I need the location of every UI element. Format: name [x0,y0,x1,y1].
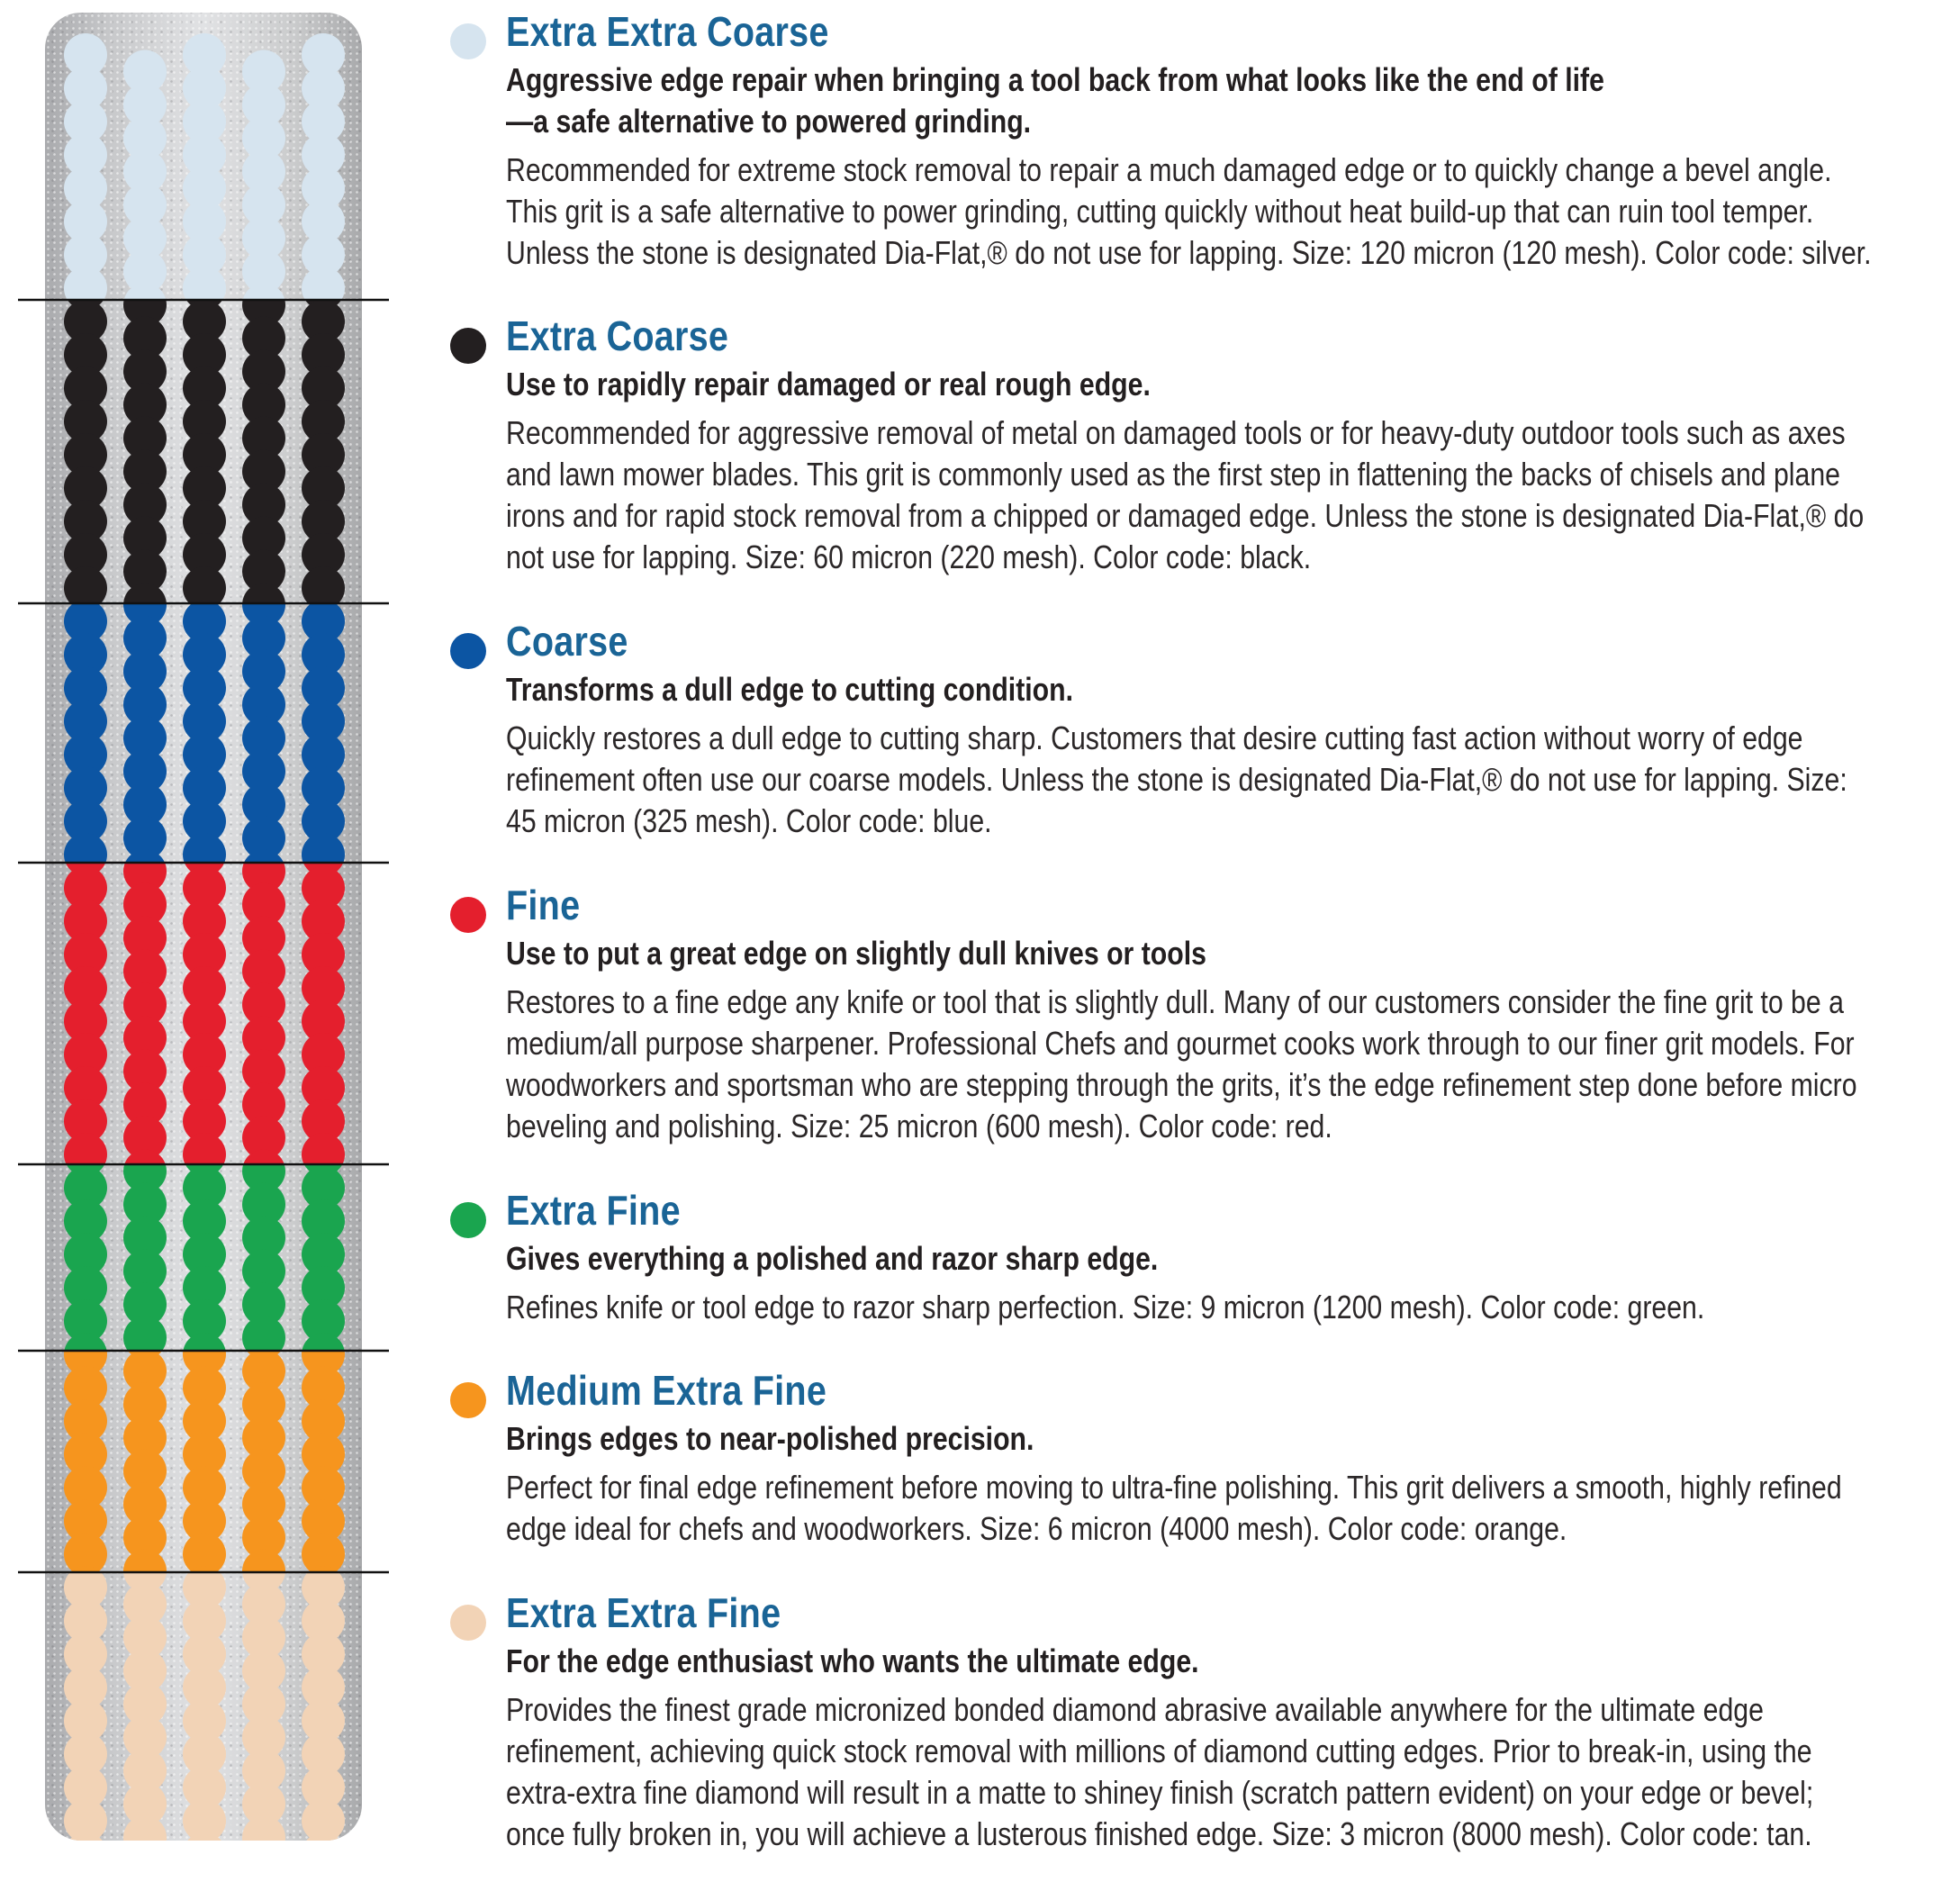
grit-tagline-line: Use to rapidly repair damaged or real rough edge. [506,366,1151,403]
grit-color-dot [450,1382,486,1418]
grit-description-line: extra-extra fine diamond will result in a matte to shiney finish (scratch pattern evident) on your edge or bevel; [506,1774,1814,1811]
grit-color-dot [450,23,486,59]
grit-description-line: not use for lapping. Size: 60 micron (220 mesh). Color code: black. [506,538,1312,575]
grit-tagline-line: Transforms a dull edge to cutting condition. [506,671,1074,708]
grit-description-line: refinement often use our coarse models. Unless the stone is designated Dia-Flat,® do not use for lapping. Size: [506,761,1847,798]
grit-color-dot [450,897,486,933]
grit-description [506,412,1864,578]
grit-tagline [506,933,1206,974]
grit-tagline-line: Brings edges to near-polished precision. [506,1420,1034,1457]
grit-description-line: irons and for rapid stock removal from a chipped or damaged edge. Unless the stone is designated Dia-Flat,® do [506,497,1865,534]
grit-tagline [506,364,1151,405]
grit-description-line: Refines knife or tool edge to razor sharp perfection. Size: 9 micron (1200 mesh). Color code: green. [506,1289,1705,1326]
grit-description [506,982,1857,1147]
grit-name: Extra Coarse [506,312,729,359]
grit-description-line: once fully broken in, you will achieve a lusterous finished edge. Size: 3 micron (8000 mesh). Color code: tan. [506,1815,1812,1852]
grit-name: Extra Extra Coarse [506,8,829,55]
grit-description-line: Unless the stone is designated Dia-Flat,® do not use for lapping. Size: 120 micron (120 mesh). Color code: silver. [506,234,1872,271]
grit-description [506,1287,1704,1328]
grit-tagline [506,669,1073,710]
grit-color-dot [450,633,486,669]
grit-description [506,149,1872,274]
grit-tagline [506,1418,1034,1460]
grit-description-line: Quickly restores a dull edge to cutting sharp. Customers that desire cutting fast action without worry of edge [506,719,1803,756]
grit-description-line: medium/all purpose sharpener. Professional Chefs and gourmet cooks work through to our finer grit models. For [506,1025,1855,1062]
grit-description-line: Perfect for final edge refinement before moving to ultra-fine polishing. This grit delivers a smooth, highly refined [506,1469,1842,1506]
grit-description-line: 45 micron (325 mesh). Color code: blue. [506,802,992,839]
grit-description [506,718,1847,842]
grit-tagline [506,59,1604,142]
grit-tagline-line: Gives everything a polished and razor sharp edge. [506,1240,1159,1277]
grit-name: Medium Extra Fine [506,1367,827,1414]
grit-tagline [506,1238,1158,1280]
grit-color-dot [450,1605,486,1641]
grit-tagline-line: Aggressive edge repair when bringing a tool back from what looks like the end of life [506,61,1604,98]
grit-description [506,1689,1813,1855]
grit-tagline-line: For the edge enthusiast who wants the ultimate edge. [506,1642,1199,1679]
grit-description-line: refinement, achieving quick stock removal with millions of diamond cutting edges. Prior to break-in, using the [506,1733,1812,1769]
grit-description-line: and lawn mower blades. This grit is commonly used as the first step in flattening the backs of chisels and plane [506,456,1840,493]
grit-name: Fine [506,882,581,928]
grit-description [506,1467,1842,1550]
grit-tagline-line: —a safe alternative to powered grinding. [506,103,1032,140]
grit-color-dot [450,1202,486,1238]
grit-name: Coarse [506,618,628,665]
grit-description-line: Provides the finest grade micronized bonded diamond abrasive available anywhere for the ultimate edge [506,1691,1764,1728]
grit-description-line: woodworkers and sportsman who are stepping through the grits, it’s the edge refinement step done before micro [506,1066,1857,1103]
grit-tagline-line: Use to put a great edge on slightly dull knives or tools [506,935,1206,972]
grit-name: Extra Extra Fine [506,1589,781,1636]
grit-color-dot [450,328,486,364]
grit-tagline [506,1641,1199,1682]
grit-description-line: Restores to a fine edge any knife or tool that is slightly dull. Many of our customers consider the fine grit to be a [506,983,1844,1020]
grit-name: Extra Fine [506,1187,681,1234]
grit-description-line: This grit is a safe alternative to power grinding, cutting quickly without heat build-up that can ruin tool temper. [506,193,1814,230]
grit-description-line: beveling and polishing. Size: 25 micron (600 mesh). Color code: red. [506,1108,1332,1145]
grit-description-line: Recommended for extreme stock removal to repair a much damaged edge or to quickly change a bevel angle. [506,151,1832,188]
grit-description-line: Recommended for aggressive removal of metal on damaged tools or for heavy-duty outdoor tools such as axes [506,414,1846,451]
grit-description-line: edge ideal for chefs and woodworkers. Size: 6 micron (4000 mesh). Color code: orange. [506,1510,1567,1547]
